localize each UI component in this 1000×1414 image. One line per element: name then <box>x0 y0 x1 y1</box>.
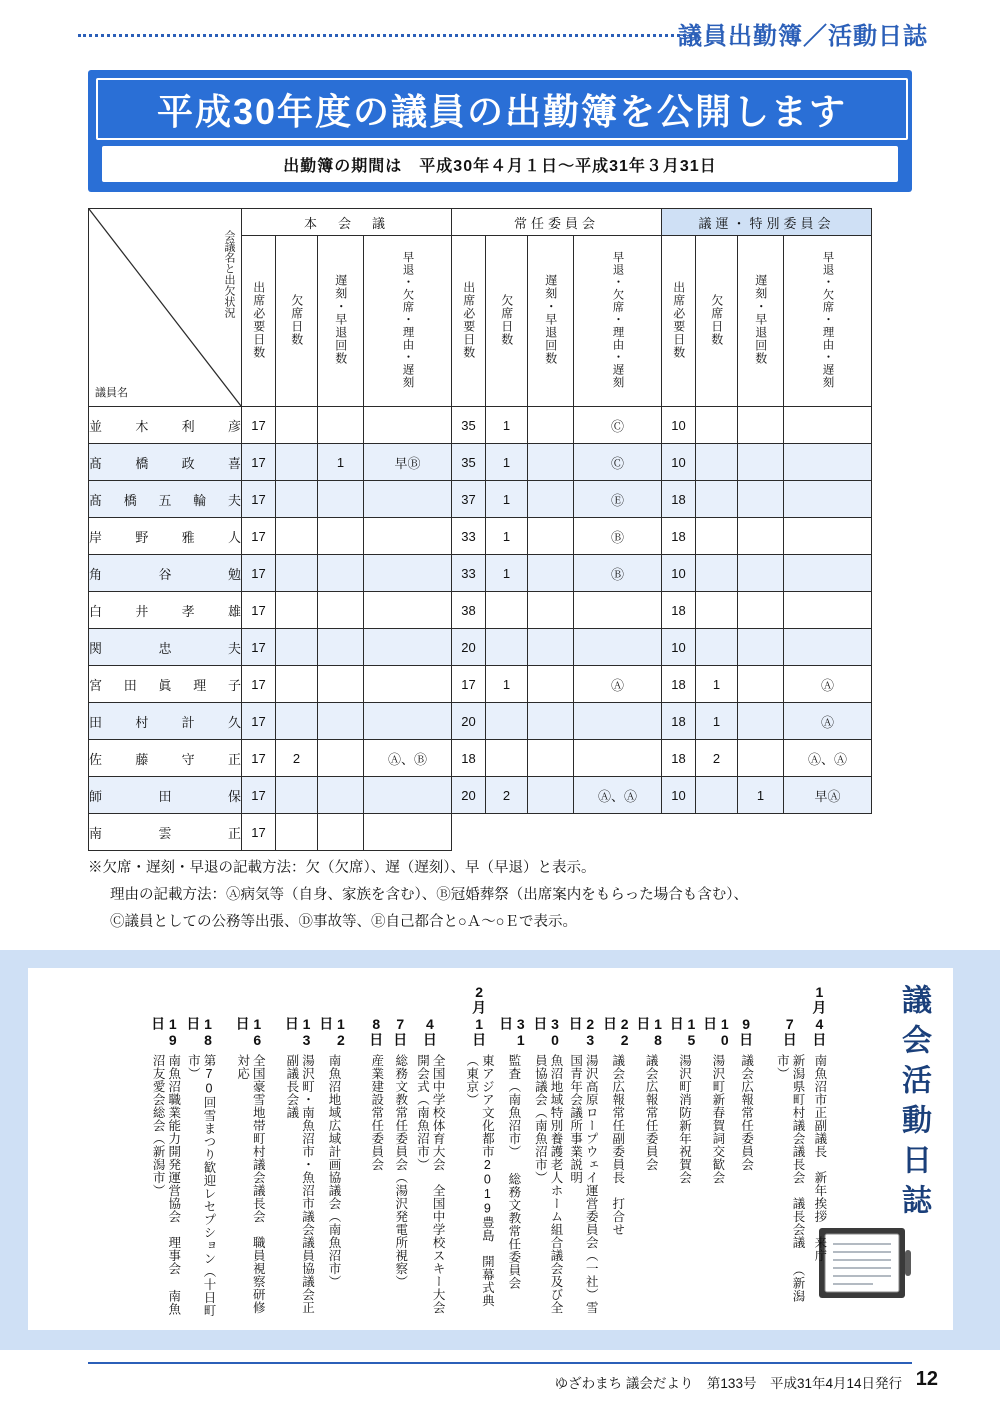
c-need: 33 <box>452 518 486 555</box>
diary-day: 4日 <box>421 1016 438 1046</box>
s-reason <box>784 629 872 666</box>
diary-day: 30日 <box>532 1016 564 1048</box>
s-late <box>738 407 784 444</box>
diary-text: 南魚沼地域広域計画協議会（南魚沼市） <box>327 1054 341 1288</box>
c-need: 20 <box>452 703 486 740</box>
s-late <box>738 703 784 740</box>
s-reason <box>784 444 872 481</box>
c-late <box>528 666 574 703</box>
s-need: 10 <box>662 629 696 666</box>
s-absent <box>696 407 738 444</box>
col-header-c-reason: 早退・欠席・理由・遅刻 <box>574 236 662 407</box>
empty-cell <box>574 814 662 851</box>
member-name: 岸野雅人 <box>89 518 242 555</box>
col-header-h-need: 出席必要日数 <box>242 236 276 407</box>
diary-day: 9日 <box>738 1016 755 1046</box>
c-late <box>528 740 574 777</box>
diary-day: 23日 <box>567 1016 599 1048</box>
c-late <box>528 518 574 555</box>
s-reason <box>784 555 872 592</box>
footer-rule <box>88 1362 912 1364</box>
c-need: 37 <box>452 481 486 518</box>
h-absent <box>276 555 318 592</box>
s-reason <box>784 481 872 518</box>
diary-day: 18日 <box>635 1016 666 1048</box>
table-row <box>89 407 872 444</box>
diary-entry <box>234 984 265 1320</box>
column-gap <box>352 984 366 1320</box>
c-absent: 1 <box>486 444 528 481</box>
diary-text: 湯沢町・南魚沼市・魚沼市議会議員協議会正副議長会議 <box>284 1054 315 1314</box>
h-reason: Ⓐ、Ⓑ <box>364 740 452 777</box>
c-need: 18 <box>452 740 486 777</box>
name-header-top-label: 会議名と出欠状況 <box>223 230 235 318</box>
s-need: 18 <box>662 481 696 518</box>
s-need: 18 <box>662 740 696 777</box>
c-absent <box>486 629 528 666</box>
h-late <box>318 814 364 851</box>
diary-day: 31日 <box>498 1016 529 1048</box>
s-absent <box>696 518 738 555</box>
table-row <box>89 666 872 703</box>
h-late <box>318 740 364 777</box>
h-reason <box>364 592 452 629</box>
section-title: 議員出勤簿／活動日誌 <box>678 23 928 50</box>
h-absent <box>276 481 318 518</box>
h-reason <box>364 777 452 814</box>
h-reason <box>364 666 452 703</box>
diary-text: 全国豪雪地帯町村議会議長会 職員視察研修対応 <box>235 1054 266 1314</box>
footer-text: ゆざわまち 議会だより 第133号 平成31年4月14日発行 <box>554 1376 902 1391</box>
diary-day: 10日 <box>702 1016 733 1048</box>
h-late <box>318 777 364 814</box>
title-banner <box>88 70 912 192</box>
c-absent <box>486 703 528 740</box>
diary-entry <box>774 984 805 1320</box>
c-absent: 1 <box>486 518 528 555</box>
diary-entry <box>567 984 598 1320</box>
s-late <box>738 444 784 481</box>
col-header-c-late: 遅刻・早退回数 <box>528 236 574 407</box>
h-need: 17 <box>242 777 276 814</box>
c-reason <box>574 740 662 777</box>
diary-entry <box>390 984 410 1320</box>
header-dotted-rule <box>78 34 698 37</box>
h-need: 17 <box>242 407 276 444</box>
s-need: 10 <box>662 444 696 481</box>
empty-cell <box>784 814 872 851</box>
h-late <box>318 703 364 740</box>
c-absent: 1 <box>486 666 528 703</box>
h-reason <box>364 555 452 592</box>
s-absent <box>696 555 738 592</box>
c-late <box>528 481 574 518</box>
h-absent <box>276 407 318 444</box>
h-reason <box>364 703 452 740</box>
c-absent <box>486 740 528 777</box>
diary-text: 全国中学校体育大会 全国中学校スキー大会 開会式（南魚沼市） <box>415 1054 446 1327</box>
h-absent <box>276 629 318 666</box>
s-reason <box>784 592 872 629</box>
s-late: 1 <box>738 777 784 814</box>
s-reason <box>784 407 872 444</box>
c-need: 35 <box>452 407 486 444</box>
table-notes <box>88 855 938 935</box>
h-need: 17 <box>242 518 276 555</box>
c-absent: 2 <box>486 777 528 814</box>
h-late <box>318 666 364 703</box>
s-absent: 1 <box>696 703 738 740</box>
diary-entry-columns <box>64 984 833 1327</box>
h-need: 17 <box>242 703 276 740</box>
diary-entry <box>463 984 494 1320</box>
diary-panel-inner <box>28 968 953 1330</box>
c-late <box>528 777 574 814</box>
table-row <box>89 814 872 851</box>
diary-text: 第70回雪まつり歓迎レセプション（十日町市） <box>186 1054 216 1317</box>
s-need: 18 <box>662 703 696 740</box>
s-absent <box>696 444 738 481</box>
table-row <box>89 555 872 592</box>
diary-entry <box>702 984 731 1320</box>
h-absent <box>276 666 318 703</box>
c-late <box>528 703 574 740</box>
c-late <box>528 407 574 444</box>
c-reason <box>574 703 662 740</box>
s-reason: Ⓐ、Ⓐ <box>784 740 872 777</box>
attendance-table-wrap <box>88 208 912 851</box>
c-need: 33 <box>452 555 486 592</box>
table-row <box>89 592 872 629</box>
c-late <box>528 444 574 481</box>
s-reason: Ⓐ <box>784 666 872 703</box>
diary-text: 産業建設常任委員会 <box>369 1054 384 1171</box>
diary-day: 15日 <box>668 1016 700 1048</box>
diary-text: 湯沢町新春賀詞交歓会 <box>710 1054 725 1184</box>
empty-cell <box>486 814 528 851</box>
diagonal-line-icon <box>89 209 241 406</box>
h-need: 17 <box>242 592 276 629</box>
c-late <box>528 555 574 592</box>
table-row <box>89 518 872 555</box>
diary-text: 魚沼地域特別養護老人ホーム組合議会及び全員協議会（南魚沼市） <box>533 1054 563 1314</box>
h-reason <box>364 629 452 666</box>
h-absent <box>276 777 318 814</box>
c-absent: 1 <box>486 555 528 592</box>
h-absent <box>276 703 318 740</box>
diary-entry <box>636 984 665 1320</box>
s-need: 18 <box>662 592 696 629</box>
column-gap <box>760 984 774 1320</box>
diary-day: 22日 <box>601 1016 633 1048</box>
c-need: 38 <box>452 592 486 629</box>
c-absent <box>486 592 528 629</box>
member-name: 田村計久 <box>89 703 242 740</box>
diary-day: 4日 <box>811 1016 828 1046</box>
s-absent <box>696 592 738 629</box>
h-late <box>318 592 364 629</box>
table-row <box>89 777 872 814</box>
s-absent <box>696 629 738 666</box>
column-gap <box>449 984 463 1320</box>
c-late <box>528 629 574 666</box>
member-name: 並木利彦 <box>89 407 242 444</box>
diary-text: 南魚沼職業能力開発運営協会 理事会 南魚沼友愛会総会（新潟市） <box>151 1054 181 1316</box>
col-header-s-reason: 早退・欠席・理由・遅刻 <box>784 236 872 407</box>
diary-entry <box>414 984 446 1327</box>
c-reason: Ⓒ <box>574 444 662 481</box>
c-need: 20 <box>452 777 486 814</box>
c-reason: Ⓐ <box>574 666 662 703</box>
diary-month: 1月 <box>811 984 828 1014</box>
note-line-2: 理由の記載方法：Ⓐ病気等（自身、家族を含む）、Ⓑ冠婚葬祭（出席案内をもらった場合も含む）、 <box>110 886 748 903</box>
c-reason: Ⓒ <box>574 407 662 444</box>
col-header-s-absent: 欠席日数 <box>696 236 738 407</box>
c-reason <box>574 629 662 666</box>
diary-panel <box>0 950 1000 1350</box>
diary-entry <box>366 984 386 1320</box>
diary-day: 7日 <box>781 1016 798 1046</box>
h-need: 17 <box>242 555 276 592</box>
page-header <box>0 0 1000 56</box>
diary-entry <box>319 984 348 1320</box>
group-header-honkaigi: 本 会 議 <box>242 209 452 236</box>
col-header-c-absent: 欠席日数 <box>486 236 528 407</box>
s-need: 10 <box>662 777 696 814</box>
s-absent <box>696 777 738 814</box>
column-gap <box>220 984 234 1320</box>
diary-entry <box>283 984 314 1320</box>
note-line-3: Ⓒ議員としての公務等出張、Ⓓ事故等、Ⓔ自己都合と○Ａ〜○Ｅで表示。 <box>110 913 578 930</box>
h-reason <box>364 481 452 518</box>
title-subtitle-text: 出勤簿の期間は 平成30年４月１日〜平成31年３月31日 <box>283 157 717 175</box>
empty-cell <box>696 814 738 851</box>
h-need: 17 <box>242 481 276 518</box>
diary-text: 東アジア文化都市2019豊島 開幕式典（東京） <box>464 1054 495 1307</box>
diary-text: 南魚沼市正副議長 新年挨拶 来庁 <box>812 1054 827 1262</box>
h-need: 17 <box>242 629 276 666</box>
title-subtitle-box <box>102 146 898 182</box>
member-name: 白井孝雄 <box>89 592 242 629</box>
s-late <box>738 518 784 555</box>
s-reason: Ⓐ <box>784 703 872 740</box>
diary-entry <box>498 984 527 1320</box>
diary-text: 監査（南魚沼市） 総務文教常任委員会 <box>506 1054 521 1290</box>
c-late <box>528 592 574 629</box>
diary-day: 7日 <box>392 1016 409 1046</box>
h-need: 17 <box>242 740 276 777</box>
empty-cell <box>662 814 696 851</box>
member-name: 宮田眞理子 <box>89 666 242 703</box>
h-late <box>318 555 364 592</box>
page-number: 12 <box>915 1368 938 1390</box>
diary-text: 議会広報常任委員会 <box>644 1054 659 1171</box>
diary-day: 19日 <box>150 1016 181 1048</box>
h-reason <box>364 814 452 851</box>
name-header-cell <box>89 209 242 407</box>
col-header-h-absent: 欠席日数 <box>276 236 318 407</box>
c-absent: 1 <box>486 481 528 518</box>
diary-text: 議会広報常任委員会 <box>739 1054 754 1171</box>
diary-day: 12日 <box>318 1016 349 1048</box>
s-reason <box>784 518 872 555</box>
member-name: 関忠夫 <box>89 629 242 666</box>
c-reason: Ⓐ、Ⓐ <box>574 777 662 814</box>
c-need: 20 <box>452 629 486 666</box>
title-banner-text: 平成30年度の議員の出勤簿を公開します <box>156 90 848 132</box>
column-gap <box>269 984 283 1320</box>
h-need: 17 <box>242 444 276 481</box>
diary-entry <box>602 984 631 1320</box>
diary-entry <box>736 984 756 1320</box>
h-absent <box>276 444 318 481</box>
member-name: 髙橋政喜 <box>89 444 242 481</box>
s-absent <box>696 481 738 518</box>
h-absent <box>276 592 318 629</box>
h-reason <box>364 518 452 555</box>
h-reason <box>364 407 452 444</box>
h-late <box>318 481 364 518</box>
s-need: 18 <box>662 666 696 703</box>
diary-day: 8日 <box>368 1016 385 1046</box>
diary-text: 議会広報常任副委員長 打合せ <box>610 1054 625 1236</box>
s-absent: 2 <box>696 740 738 777</box>
table-row <box>89 481 872 518</box>
member-name: 佐藤守正 <box>89 740 242 777</box>
h-need: 17 <box>242 666 276 703</box>
empty-cell <box>452 814 486 851</box>
s-need: 18 <box>662 518 696 555</box>
diary-day: 16日 <box>234 1016 266 1048</box>
diary-day: 13日 <box>283 1016 315 1048</box>
diary-day: 1日 <box>471 1016 488 1046</box>
c-reason: Ⓑ <box>574 518 662 555</box>
group-header-jounin: 常任委員会 <box>452 209 662 236</box>
table-row <box>89 444 872 481</box>
diary-title: 議会活動日誌 <box>897 984 930 1224</box>
col-header-s-need: 出席必要日数 <box>662 236 696 407</box>
s-late <box>738 740 784 777</box>
table-group-header-row <box>89 209 872 236</box>
c-reason: Ⓔ <box>574 481 662 518</box>
member-name: 角谷勉 <box>89 555 242 592</box>
h-absent <box>276 814 318 851</box>
s-late <box>738 629 784 666</box>
diary-entry <box>532 984 563 1320</box>
s-need: 10 <box>662 407 696 444</box>
h-absent: 2 <box>276 740 318 777</box>
s-late <box>738 481 784 518</box>
table-row <box>89 703 872 740</box>
s-late <box>738 666 784 703</box>
diary-entry <box>150 984 181 1320</box>
h-absent <box>276 518 318 555</box>
diary-text: 新潟県町村議会議長会 議長会議 （新潟市） <box>775 1054 805 1303</box>
name-header-bottom-label: 議員名 <box>95 387 128 399</box>
h-late <box>318 518 364 555</box>
col-header-s-late: 遅刻・早退回数 <box>738 236 784 407</box>
note-line-1: ※欠席・遅刻・早退の記載方法：欠（欠席）、遅（遅刻）、早（早退）と表示。 <box>88 860 596 876</box>
col-header-c-need: 出席必要日数 <box>452 236 486 407</box>
member-name: 南雲正 <box>89 814 242 851</box>
s-need: 10 <box>662 555 696 592</box>
group-header-giun: 議運・特別委員会 <box>662 209 872 236</box>
s-late <box>738 592 784 629</box>
diary-month: 2月 <box>471 984 488 1014</box>
h-late: 1 <box>318 444 364 481</box>
table-row <box>89 740 872 777</box>
s-reason: 早Ⓐ <box>784 777 872 814</box>
h-need: 17 <box>242 814 276 851</box>
c-need: 35 <box>452 444 486 481</box>
h-reason: 早Ⓑ <box>364 444 452 481</box>
h-late <box>318 629 364 666</box>
attendance-table <box>88 208 872 851</box>
member-name: 師田保 <box>89 777 242 814</box>
h-late <box>318 407 364 444</box>
table-row <box>89 629 872 666</box>
diary-text: 総務文教常任委員会（湯沢発電所視察） <box>393 1054 408 1288</box>
col-header-h-late: 遅刻・早退回数 <box>318 236 364 407</box>
diary-entry <box>809 984 829 1320</box>
title-banner-frame <box>96 78 908 140</box>
c-reason: Ⓑ <box>574 555 662 592</box>
s-late <box>738 555 784 592</box>
c-need: 17 <box>452 666 486 703</box>
diary-text: 湯沢高原ロープウェイ運営委員会（一社）雪国青年会議所事業説明 <box>568 1054 599 1314</box>
c-reason <box>574 592 662 629</box>
diary-day: 18日 <box>185 1016 217 1048</box>
s-absent: 1 <box>696 666 738 703</box>
empty-cell <box>738 814 784 851</box>
diary-entry <box>669 984 698 1320</box>
col-header-h-reason: 早退・欠席・理由・遅刻 <box>364 236 452 407</box>
diary-text: 湯沢町消防新年祝賀会 <box>677 1054 692 1184</box>
c-absent: 1 <box>486 407 528 444</box>
empty-cell <box>528 814 574 851</box>
member-name: 髙橋五輪夫 <box>89 481 242 518</box>
diary-entry <box>185 984 216 1320</box>
